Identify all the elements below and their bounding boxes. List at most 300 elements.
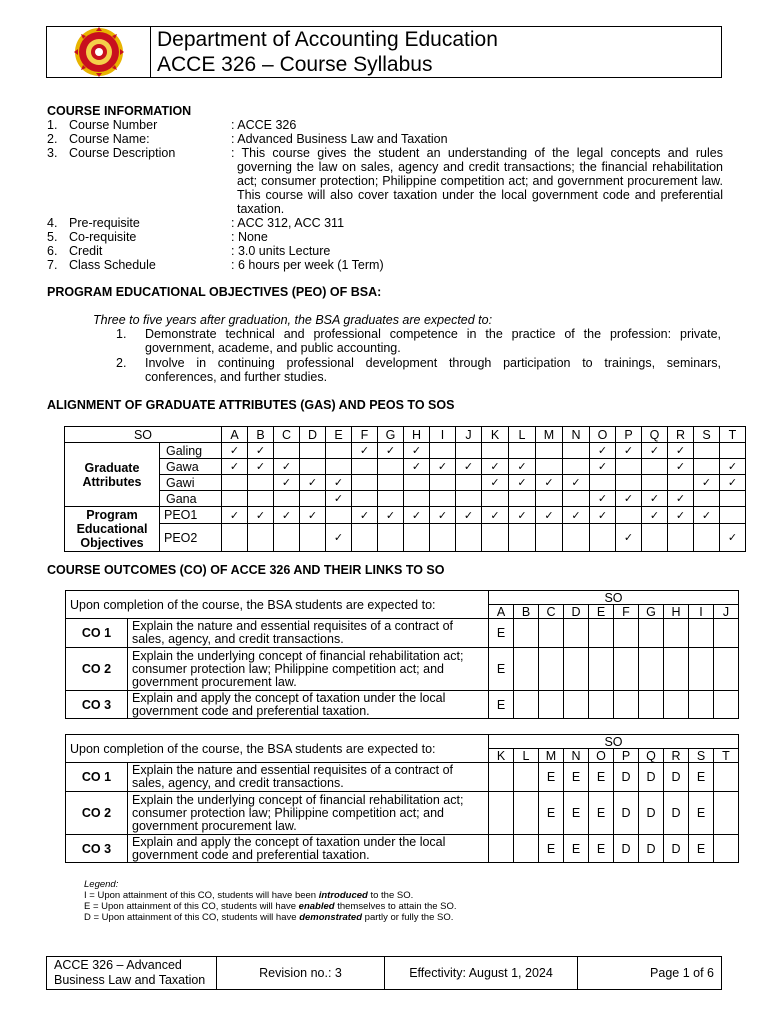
empty-cell <box>222 524 248 552</box>
check-mark: ✓ <box>326 524 352 552</box>
document-footer <box>46 956 722 990</box>
co-level-cell: D <box>664 792 689 835</box>
empty-cell <box>352 524 378 552</box>
check-mark: ✓ <box>720 524 746 552</box>
so-column-f: F <box>614 605 639 619</box>
check-mark: ✓ <box>668 459 694 475</box>
empty-cell <box>378 491 404 507</box>
empty-cell <box>404 491 430 507</box>
so-column-e: E <box>326 427 352 443</box>
empty-cell <box>616 459 642 475</box>
empty-cell <box>514 619 539 648</box>
alignment-row-label: Gawa <box>160 459 222 475</box>
co-code: CO 1 <box>66 619 128 648</box>
check-mark: ✓ <box>430 507 456 524</box>
empty-cell <box>326 507 352 524</box>
course-info-item: 6. Credit : 3.0 units Lecture <box>47 244 723 258</box>
empty-cell <box>248 524 274 552</box>
so-column-e: E <box>589 605 614 619</box>
empty-cell <box>664 691 689 719</box>
check-mark: ✓ <box>482 459 509 475</box>
so-column-n: N <box>564 749 589 763</box>
empty-cell <box>539 691 564 719</box>
empty-cell <box>714 648 739 691</box>
check-mark: ✓ <box>248 507 274 524</box>
check-mark: ✓ <box>404 459 430 475</box>
co-level-cell: E <box>589 835 614 863</box>
empty-cell <box>564 648 589 691</box>
course-info-item: 2. Course Name: : Advanced Business Law and Taxation <box>47 132 723 146</box>
course-info-list <box>47 118 723 272</box>
check-mark: ✓ <box>720 475 746 491</box>
empty-cell <box>694 491 720 507</box>
check-mark: ✓ <box>616 524 642 552</box>
alignment-row-label: PEO1 <box>160 507 222 524</box>
co-heading: COURSE OUTCOMES (CO) OF ACCE 326 AND THEIR LINKS TO SO <box>47 563 445 577</box>
co-level-cell: E <box>564 763 589 792</box>
check-mark: ✓ <box>536 475 563 491</box>
empty-cell <box>720 443 746 459</box>
empty-cell <box>564 691 589 719</box>
check-mark: ✓ <box>616 443 642 459</box>
empty-cell <box>352 491 378 507</box>
empty-cell <box>378 459 404 475</box>
check-mark: ✓ <box>590 491 616 507</box>
co-level-cell: E <box>589 763 614 792</box>
empty-cell <box>639 691 664 719</box>
check-mark: ✓ <box>404 507 430 524</box>
so-column-m: M <box>539 749 564 763</box>
check-mark: ✓ <box>274 459 300 475</box>
co-description: Explain the underlying concept of financial rehabilitation act; consumer protection law; Philippine competition act; and government procurement law. <box>128 648 489 691</box>
so-column-t: T <box>720 427 746 443</box>
check-mark: ✓ <box>222 507 248 524</box>
check-mark: ✓ <box>668 507 694 524</box>
empty-cell <box>694 524 720 552</box>
so-column-t: T <box>714 749 739 763</box>
alignment-row <box>65 524 746 552</box>
course-info-item: 4. Pre-requisite : ACC 312, ACC 311 <box>47 216 723 230</box>
empty-cell <box>352 475 378 491</box>
so-column-b: B <box>514 605 539 619</box>
course-info-heading: COURSE INFORMATION <box>47 104 192 118</box>
empty-cell <box>563 459 590 475</box>
so-column-c: C <box>274 427 300 443</box>
alignment-row <box>65 491 746 507</box>
co-level-cell: E <box>589 792 614 835</box>
empty-cell <box>590 475 616 491</box>
empty-cell <box>300 491 326 507</box>
so-column-g: G <box>639 605 664 619</box>
empty-cell <box>536 491 563 507</box>
check-mark: ✓ <box>378 507 404 524</box>
empty-cell <box>539 619 564 648</box>
so-header: SO <box>489 591 739 605</box>
empty-cell <box>563 443 590 459</box>
so-column-b: B <box>248 427 274 443</box>
legend-demonstrated: D = Upon attainment of this CO, students will have demonstrated partly or fully the SO. <box>84 912 454 923</box>
check-mark: ✓ <box>536 507 563 524</box>
co-header-row <box>66 591 739 605</box>
empty-cell <box>482 524 509 552</box>
empty-cell <box>430 524 456 552</box>
empty-cell <box>456 443 482 459</box>
empty-cell <box>714 619 739 648</box>
co-level-cell: E <box>689 763 714 792</box>
check-mark: ✓ <box>668 491 694 507</box>
check-mark: ✓ <box>482 507 509 524</box>
so-column-h: H <box>664 605 689 619</box>
so-column-q: Q <box>639 749 664 763</box>
co-level-cell: D <box>664 763 689 792</box>
check-mark: ✓ <box>509 507 536 524</box>
empty-cell <box>456 475 482 491</box>
alignment-table <box>64 426 746 552</box>
so-column-g: G <box>378 427 404 443</box>
legend-title: Legend: <box>84 879 119 890</box>
check-mark: ✓ <box>590 459 616 475</box>
check-mark: ✓ <box>694 475 720 491</box>
empty-cell <box>514 792 539 835</box>
alignment-row <box>65 475 746 491</box>
footer-revision: Revision no.: 3 <box>217 957 385 990</box>
check-mark: ✓ <box>404 443 430 459</box>
prerequisite-value: : ACC 312, ACC 311 <box>231 216 345 230</box>
co-level-cell: E <box>689 792 714 835</box>
check-mark: ✓ <box>642 443 668 459</box>
check-mark: ✓ <box>668 443 694 459</box>
empty-cell <box>489 763 514 792</box>
footer-effectivity: Effectivity: August 1, 2024 <box>385 957 578 990</box>
check-mark: ✓ <box>326 475 352 491</box>
empty-cell <box>482 491 509 507</box>
check-mark: ✓ <box>694 507 720 524</box>
so-column-l: L <box>509 427 536 443</box>
empty-cell <box>248 475 274 491</box>
co-level-cell: E <box>564 792 589 835</box>
co-level-cell: E <box>564 835 589 863</box>
empty-cell <box>456 491 482 507</box>
co-description: Explain and apply the concept of taxation under the local government code and preferential taxation. <box>128 835 489 863</box>
course-info-item: 1. Course Number : ACCE 326 <box>47 118 723 132</box>
empty-cell <box>668 475 694 491</box>
alignment-row-label: Gawi <box>160 475 222 491</box>
empty-cell <box>714 792 739 835</box>
check-mark: ✓ <box>326 491 352 507</box>
co-level-cell: E <box>689 835 714 863</box>
check-mark: ✓ <box>482 475 509 491</box>
check-mark: ✓ <box>248 443 274 459</box>
legend-enabled: E = Upon attainment of this CO, students will have enabled themselves to attain the SO. <box>84 901 457 912</box>
empty-cell <box>536 443 563 459</box>
peo-heading: PROGRAM EDUCATIONAL OBJECTIVES (PEO) OF BSA: <box>47 285 382 299</box>
class-schedule-value: : 6 hours per week (1 Term) <box>231 258 384 272</box>
empty-cell <box>509 491 536 507</box>
check-mark: ✓ <box>590 443 616 459</box>
check-mark: ✓ <box>222 459 248 475</box>
alignment-row <box>65 507 746 524</box>
co-header-row <box>66 735 739 749</box>
co-table-k-to-t <box>65 734 739 863</box>
empty-cell <box>326 443 352 459</box>
check-mark: ✓ <box>563 507 590 524</box>
empty-cell <box>589 648 614 691</box>
peo-group-label: Program Educational Objectives <box>65 507 160 552</box>
empty-cell <box>614 691 639 719</box>
credit-value: : 3.0 units Lecture <box>231 244 331 258</box>
co-description: Explain the nature and essential requisites of a contract of sales, agency, and credit transactions. <box>128 619 489 648</box>
alignment-row <box>65 443 746 459</box>
empty-cell <box>404 524 430 552</box>
empty-cell <box>616 475 642 491</box>
empty-cell <box>326 459 352 475</box>
empty-cell <box>714 691 739 719</box>
graduate-attributes-label: Graduate Attributes <box>65 443 160 507</box>
co-level-cell: D <box>664 835 689 863</box>
so-header: SO <box>65 427 222 443</box>
co-level-cell: D <box>639 792 664 835</box>
so-column-s: S <box>694 427 720 443</box>
so-column-o: O <box>590 427 616 443</box>
check-mark: ✓ <box>563 475 590 491</box>
empty-cell <box>563 524 590 552</box>
check-mark: ✓ <box>352 507 378 524</box>
empty-cell <box>536 524 563 552</box>
co-level-cell: D <box>614 792 639 835</box>
co-level-cell: D <box>639 835 664 863</box>
so-column-p: P <box>614 749 639 763</box>
course-description-value: : This course gives the student an understanding of the legal concepts and rules governing the law on sales, agency and credit transactions; the financial rehabilitation act; consumer protection; Philippine competition act; and government procurement law. This course will also cover taxation under the local government code and preferential taxation. <box>231 146 723 216</box>
empty-cell <box>689 691 714 719</box>
empty-cell <box>509 524 536 552</box>
check-mark: ✓ <box>274 475 300 491</box>
empty-cell <box>642 524 668 552</box>
empty-cell <box>248 491 274 507</box>
empty-cell <box>456 524 482 552</box>
footer-course: ACCE 326 – Advanced Business Law and Taxation <box>47 957 217 990</box>
co-row <box>66 792 739 835</box>
so-column-i: I <box>689 605 714 619</box>
check-mark: ✓ <box>720 459 746 475</box>
empty-cell <box>222 475 248 491</box>
empty-cell <box>720 491 746 507</box>
co-code: CO 2 <box>66 648 128 691</box>
co-level-cell: E <box>489 619 514 648</box>
so-column-d: D <box>564 605 589 619</box>
peo-item: 1. Demonstrate technical and professional competence in the practice of the profession: private, government, academe, and public accounting. <box>116 327 721 355</box>
empty-cell <box>300 459 326 475</box>
co-code: CO 1 <box>66 763 128 792</box>
co-code: CO 2 <box>66 792 128 835</box>
co-code: CO 3 <box>66 691 128 719</box>
empty-cell <box>514 835 539 863</box>
co-level-cell: D <box>614 763 639 792</box>
empty-cell <box>514 691 539 719</box>
empty-cell <box>404 475 430 491</box>
so-column-p: P <box>616 427 642 443</box>
empty-cell <box>300 443 326 459</box>
empty-cell <box>482 443 509 459</box>
so-column-r: R <box>664 749 689 763</box>
check-mark: ✓ <box>222 443 248 459</box>
check-mark: ✓ <box>616 491 642 507</box>
co-level-cell: D <box>614 835 639 863</box>
empty-cell <box>668 524 694 552</box>
empty-cell <box>639 648 664 691</box>
department-title: Department of Accounting Education <box>157 28 498 51</box>
co-level-cell: E <box>489 648 514 691</box>
empty-cell <box>300 524 326 552</box>
so-column-m: M <box>536 427 563 443</box>
empty-cell <box>614 619 639 648</box>
co-description: Explain and apply the concept of taxation under the local government code and preferential taxation. <box>128 691 489 719</box>
empty-cell <box>642 459 668 475</box>
empty-cell <box>639 619 664 648</box>
alignment-heading: ALIGNMENT OF GRADUATE ATTRIBUTES (GAS) AND PEOS TO SOS <box>47 398 455 412</box>
empty-cell <box>563 491 590 507</box>
course-info-item: 7. Class Schedule : 6 hours per week (1 Term) <box>47 258 723 272</box>
empty-cell <box>514 648 539 691</box>
check-mark: ✓ <box>274 507 300 524</box>
empty-cell <box>509 443 536 459</box>
empty-cell <box>714 763 739 792</box>
empty-cell <box>274 443 300 459</box>
empty-cell <box>352 459 378 475</box>
co-table-a-to-j <box>65 590 739 719</box>
check-mark: ✓ <box>300 475 326 491</box>
co-level-cell: E <box>539 763 564 792</box>
empty-cell <box>589 619 614 648</box>
so-column-n: N <box>563 427 590 443</box>
so-header: SO <box>489 735 739 749</box>
co-intro: Upon completion of the course, the BSA students are expected to: <box>66 591 489 619</box>
so-column-r: R <box>668 427 694 443</box>
empty-cell <box>694 443 720 459</box>
document-header <box>46 26 722 78</box>
corequisite-value: : None <box>231 230 268 244</box>
so-column-d: D <box>300 427 326 443</box>
co-level-cell: E <box>489 691 514 719</box>
empty-cell <box>539 648 564 691</box>
check-mark: ✓ <box>378 443 404 459</box>
alignment-header-row <box>65 427 746 443</box>
check-mark: ✓ <box>509 459 536 475</box>
alignment-row-label: Galing <box>160 443 222 459</box>
so-column-h: H <box>404 427 430 443</box>
empty-cell <box>689 619 714 648</box>
so-column-q: Q <box>642 427 668 443</box>
course-info-item: 3. Course Description : This course gives the student an understanding of the legal concepts and rules governing the law on sales, agency and credit transactions; the financial rehabilitation act; consumer protection; Philippine competition act; and government procurement law. This course will also cover taxation under the local government code and preferential taxation. <box>47 146 723 216</box>
check-mark: ✓ <box>352 443 378 459</box>
co-code: CO 3 <box>66 835 128 863</box>
empty-cell <box>274 491 300 507</box>
empty-cell <box>720 507 746 524</box>
co-row <box>66 619 739 648</box>
empty-cell <box>564 619 589 648</box>
empty-cell <box>378 524 404 552</box>
so-column-k: K <box>482 427 509 443</box>
empty-cell <box>274 524 300 552</box>
empty-cell <box>430 475 456 491</box>
empty-cell <box>514 763 539 792</box>
check-mark: ✓ <box>248 459 274 475</box>
co-level-cell: E <box>539 792 564 835</box>
empty-cell <box>222 491 248 507</box>
check-mark: ✓ <box>642 491 668 507</box>
alignment-row-label: Gana <box>160 491 222 507</box>
so-column-j: J <box>456 427 482 443</box>
co-description: Explain the nature and essential requisites of a contract of sales, agency, and credit transactions. <box>128 763 489 792</box>
syllabus-title: ACCE 326 – Course Syllabus <box>157 53 433 76</box>
course-number-value: : ACCE 326 <box>231 118 297 132</box>
check-mark: ✓ <box>456 507 482 524</box>
empty-cell <box>614 648 639 691</box>
so-column-j: J <box>714 605 739 619</box>
so-column-o: O <box>589 749 614 763</box>
empty-cell <box>664 648 689 691</box>
empty-cell <box>430 491 456 507</box>
co-level-cell: E <box>539 835 564 863</box>
check-mark: ✓ <box>300 507 326 524</box>
footer-page: Page 1 of 6 <box>578 957 722 990</box>
so-column-f: F <box>352 427 378 443</box>
empty-cell <box>714 835 739 863</box>
check-mark: ✓ <box>456 459 482 475</box>
so-column-c: C <box>539 605 564 619</box>
empty-cell <box>694 459 720 475</box>
so-column-k: K <box>489 749 514 763</box>
peo-item: 2. Involve in continuing professional development through participation to trainings, seminars, conferences, and further studies. <box>116 356 721 384</box>
empty-cell <box>536 459 563 475</box>
co-row <box>66 648 739 691</box>
peo-list <box>116 327 721 385</box>
so-column-i: I <box>430 427 456 443</box>
legend <box>84 879 457 923</box>
legend-introduced: I = Upon attainment of this CO, students will have been introduced to the SO. <box>84 890 414 901</box>
so-column-l: L <box>514 749 539 763</box>
check-mark: ✓ <box>642 507 668 524</box>
empty-cell <box>590 524 616 552</box>
co-level-cell: D <box>639 763 664 792</box>
empty-cell <box>430 443 456 459</box>
empty-cell <box>642 475 668 491</box>
course-info-item: 5. Co-requisite : None <box>47 230 723 244</box>
empty-cell <box>664 619 689 648</box>
empty-cell <box>378 475 404 491</box>
empty-cell <box>489 835 514 863</box>
empty-cell <box>589 691 614 719</box>
co-row <box>66 691 739 719</box>
check-mark: ✓ <box>590 507 616 524</box>
so-column-s: S <box>689 749 714 763</box>
co-description: Explain the underlying concept of financial rehabilitation act; consumer protection law; Philippine competition act; and government procurement law. <box>128 792 489 835</box>
so-column-a: A <box>489 605 514 619</box>
co-row <box>66 763 739 792</box>
college-logo <box>47 27 151 77</box>
alignment-row <box>65 459 746 475</box>
empty-cell <box>616 507 642 524</box>
alignment-row-label: PEO2 <box>160 524 222 552</box>
check-mark: ✓ <box>430 459 456 475</box>
co-intro: Upon completion of the course, the BSA students are expected to: <box>66 735 489 763</box>
course-name-value: : Advanced Business Law and Taxation <box>231 132 448 146</box>
empty-cell <box>489 792 514 835</box>
co-row <box>66 835 739 863</box>
college-seal-icon <box>66 27 132 77</box>
so-column-a: A <box>222 427 248 443</box>
peo-intro: Three to five years after graduation, the BSA graduates are expected to: <box>93 313 493 327</box>
check-mark: ✓ <box>509 475 536 491</box>
